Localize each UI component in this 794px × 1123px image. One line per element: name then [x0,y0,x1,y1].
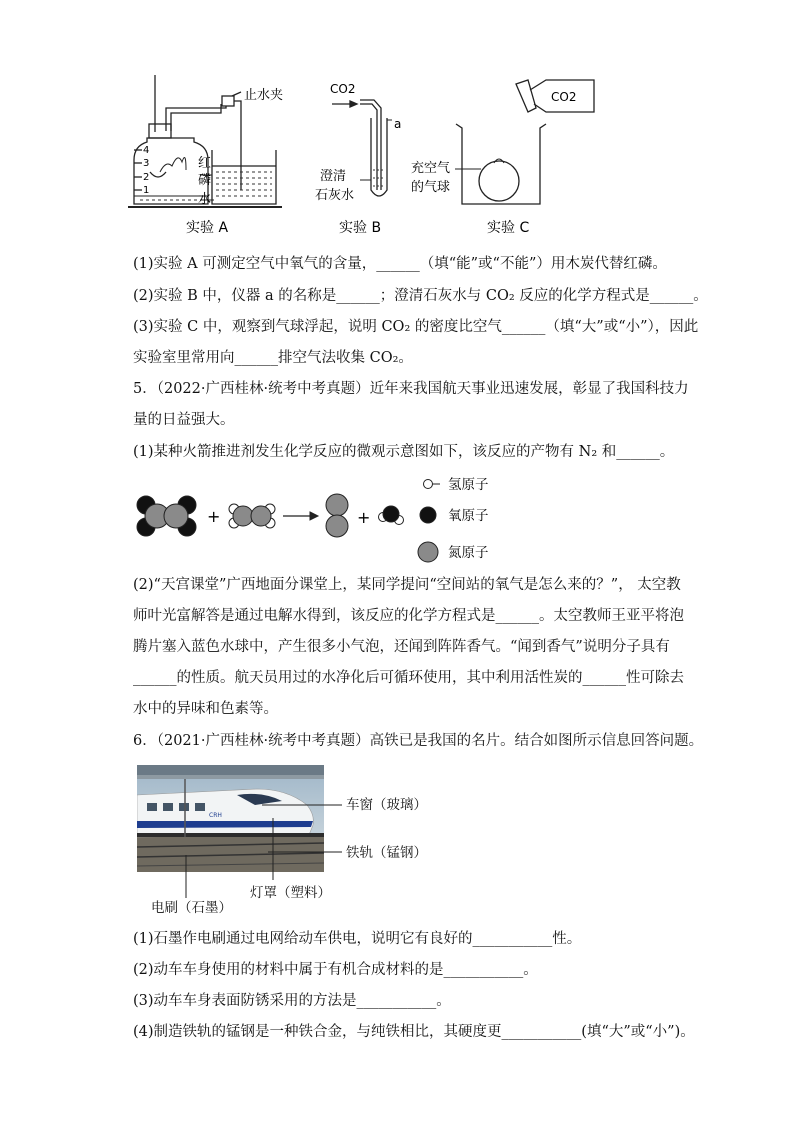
q5-part2-line5: 水中的异味和色素等。 [133,701,278,717]
legend-hydrogen: 氢原子 [448,477,489,493]
label-lamp-cover: 灯罩（塑料） [250,885,331,901]
label-electric-brush: 电刷（石墨） [151,900,232,916]
plus-sign-2: + [357,508,371,527]
label-train-window: 车窗（玻璃） [346,797,427,813]
train-logo-crh: CRH [209,812,222,819]
label-shui: 水 [198,192,212,207]
q4-part3-line1: (3)实验 C 中，观察到气球浮起，说明 CO₂ 的密度比空气______（填“大”或“小”），因此 [133,319,699,335]
label-deqiqiu: 的气球 [411,180,451,195]
q4-part1: (1)实验 A 可测定空气中氧气的含量，______（填“能”或“不能”）用木炭代替红磷。 [133,256,667,272]
scale-4: 4 [143,145,150,156]
label-hong: 红 [198,156,212,171]
q5-part2-line4: ______的性质。航天员用过的水净化后可循环使用，其中利用活性炭的______性可除去 [133,670,684,686]
label-rail: 铁轨（锰钢） [346,845,427,861]
label-a: a [394,117,402,131]
legend-oxygen: 氧原子 [448,508,489,524]
q6-part4: (4)制造铁轨的锰钢是一种铁合金，与纯铁相比，其硬度更___________(填“大”或“小”)。 [133,1024,695,1040]
caption-experiment-a: 实验 A [186,220,229,236]
q5-part1: (1)某种火箭推进剂发生化学反应的微观示意图如下，该反应的产物有 N₂ 和______。 [133,444,675,460]
q6-part3: (3)动车车身表面防锈采用的方法是___________。 [133,993,451,1009]
scale-2: 2 [143,172,150,183]
q5-part2-line3: 腾片塞入蓝色水球中，产生很多小气泡，还闻到阵阵香气。“闻到香气”说明分子具有 [133,639,670,655]
label-co2-inlet: CO2 [330,82,356,96]
q5-part2-line2: 师叶光富解答是通过电解水得到，该反应的化学方程式是______。太空教师王亚平将泡 [133,608,684,624]
q5-heading-line1: 5．（2022·广西桂林·统考中考真题）近年来我国航天事业迅速发展，彰显了我国科技力 [133,381,689,397]
q4-part2: (2)实验 B 中，仪器 a 的名称是______；澄清石灰水与 CO₂ 反应的化学方程式是______。 [133,288,708,304]
label-co2-bottle: CO2 [551,90,577,104]
q5-heading-line2: 量的日益强大。 [133,412,235,428]
q4-part3-line2: 实验室里常用向______排空气法收集 CO₂。 [133,350,413,366]
label-zhishuijia: 止水夹 [244,88,284,103]
plus-sign-1: + [207,507,221,526]
scale-1: 1 [143,185,150,196]
scale-3: 3 [143,158,150,169]
label-chengqing: 澄清 [320,169,347,184]
caption-experiment-c: 实验 C [487,220,530,236]
q6-part2: (2)动车车身使用的材料中属于有机合成材料的是___________。 [133,962,538,978]
legend-nitrogen: 氮原子 [448,545,489,561]
q6-part1: (1)石墨作电刷通过电网给动车供电，说明它有良好的___________性。 [133,931,582,947]
label-lin: 磷 [198,173,212,188]
caption-experiment-b: 实验 B [339,220,382,236]
label-chongkongqi: 充空气 [411,161,451,176]
q5-part2-line1: (2)“天宫课堂”广西地面分课堂上，某同学提问“空间站的氧气是怎么来的？”， 太空教 [133,577,681,593]
q6-heading: 6．（2021·广西桂林·统考中考真题）高铁已是我国的名片。结合如图所示信息回答问题。 [133,733,704,749]
label-shihuishui: 石灰水 [315,188,355,203]
